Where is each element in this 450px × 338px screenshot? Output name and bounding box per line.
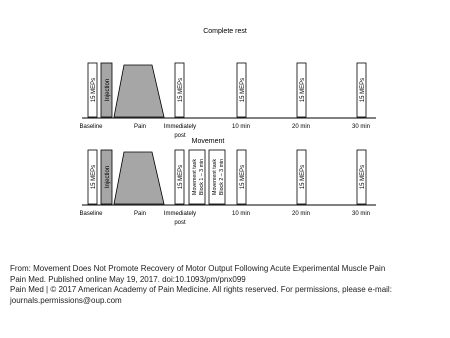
movement-task-block-1-line1: Movement task <box>192 159 198 195</box>
label-pain-rest: Pain <box>133 124 147 130</box>
caption-citation: Pain Med. Published online May 19, 2017. doi:10.1093/pm/pnx099 <box>10 274 246 284</box>
injection-label: Injection <box>105 78 111 102</box>
label-baseline-mv: Baseline <box>79 211 103 217</box>
label-pain-mv: Pain <box>133 211 147 217</box>
mep-label-30min: 15 MEPs <box>360 77 366 103</box>
label-post-rest: post <box>174 133 186 139</box>
panel-movement <box>79 138 376 226</box>
label-10min-rest: 10 min <box>231 124 251 130</box>
movement-task-block-2-line2: Block 2 – 3 min <box>219 158 225 196</box>
mep-label-30min-mv: 15 MEPs <box>360 164 366 190</box>
label-post-mv: post <box>174 220 186 226</box>
movement-task-block-2-line1: Movement task <box>212 159 218 195</box>
pain-trapezoid-mv <box>114 152 164 204</box>
caption-email: journals.permissions@oup.com <box>10 295 122 305</box>
mep-label-10min-mv: 15 MEPs <box>240 164 246 190</box>
label-30min-mv: 30 min <box>351 211 371 217</box>
label-20min-rest: 20 min <box>291 124 311 130</box>
label-immediately-mv: Immediately <box>163 211 197 217</box>
mep-label-20min-mv: 15 MEPs <box>300 164 306 190</box>
label-10min-mv: 10 min <box>231 211 251 217</box>
caption-title: From: Movement Does Not Promote Recovery of Motor Output Following Acute Experimental Muscle Pain <box>10 264 386 273</box>
panel-complete-rest <box>79 28 376 139</box>
caption-copyright: Pain Med | © 2017 American Academy of Pain Medicine. All rights reserved. For permissions, please e-mail: <box>10 285 392 294</box>
panel-title-movement: Movement <box>191 138 225 145</box>
pain-trapezoid <box>114 65 164 117</box>
mep-label-immediately-post-mv: 15 MEPs <box>178 164 184 190</box>
injection-label-mv: Injection <box>105 165 111 189</box>
mep-label-baseline-mv: 15 MEPs <box>91 164 97 190</box>
label-20min-mv: 20 min <box>291 211 311 217</box>
mep-label-immediately-post: 15 MEPs <box>178 77 184 103</box>
mep-label-10min: 15 MEPs <box>240 77 246 103</box>
label-baseline-rest: Baseline <box>79 124 103 130</box>
mep-label-baseline: 15 MEPs <box>91 77 97 103</box>
movement-task-block-1-line2: Block 1 – 3 min <box>199 158 205 196</box>
panel-title-rest: Complete rest <box>203 28 247 35</box>
label-30min-rest: 30 min <box>351 124 371 130</box>
label-immediately-rest: Immediately <box>163 124 197 130</box>
figure-caption <box>10 264 446 306</box>
mep-label-20min: 15 MEPs <box>300 77 306 103</box>
